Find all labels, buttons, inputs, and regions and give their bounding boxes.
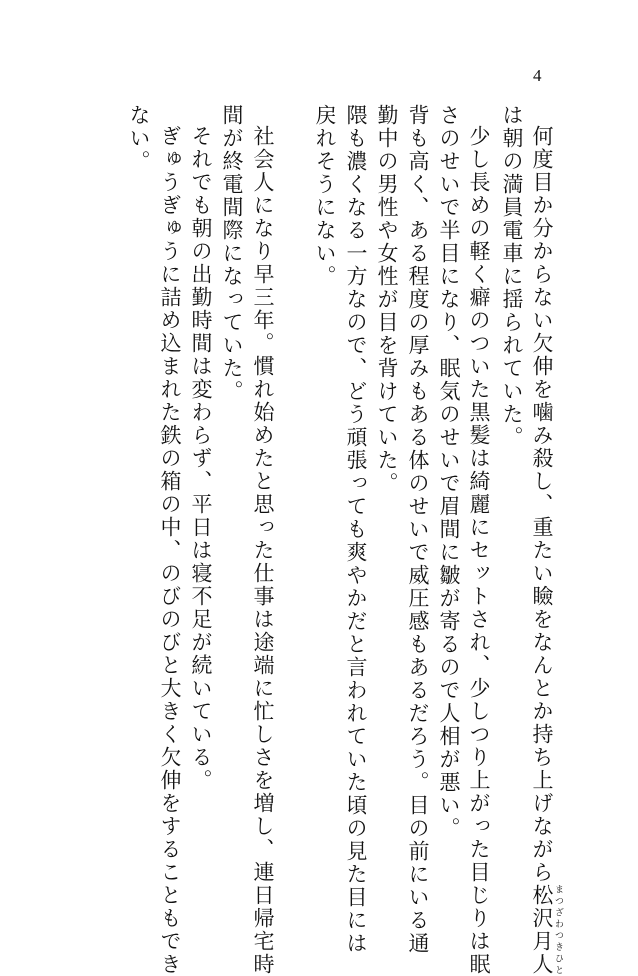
page-number: 4 (533, 66, 542, 85)
text-line-7: 隈も濃くなる一方なので、どう頑張っても爽やかだと言われていた頃の見た目には (344, 104, 368, 955)
text-line-11: それでも朝の出勤時間は変わらず、平日は寝不足が続いている。 (189, 125, 213, 792)
text-line-13: ない。 (127, 104, 151, 173)
text-line-1 (526, 125, 563, 976)
text-line-1-body: 何度目か分からない欠伸を噛み殺し、重たい瞼をなんとか持ち上げながら (530, 125, 554, 884)
character-name-ruby (530, 884, 563, 976)
ruby-base: 松沢月人 (530, 884, 554, 976)
text-line-6: 勤中の男性や女性が目を背けていた。 (375, 104, 399, 495)
text-line-9: 社会人になり早三年。慣れ始めたと思った仕事は途端に忙しさを増し、連日帰宅時 (251, 125, 275, 976)
text-line-5: 背も高く、ある程度の厚みもある体のせいで威圧感もあるだろう。目の前にいる通 (406, 104, 430, 955)
text-line-4: さのせいで半目になり、眠気のせいで眉間に皺が寄るので人相が悪い。 (437, 104, 461, 840)
ruby-reading: まつざわつきひと (553, 884, 563, 976)
text-line-3: 少し長めの軽く癖のついた黒髪は綺麗にセットされ、少しつり上がった目じりは眠 (467, 125, 491, 976)
text-line-8: 戻れそうにない。 (313, 104, 337, 288)
text-line-2: は朝の満員電車に揺られていた。 (500, 104, 524, 449)
text-line-12: ぎゅうぎゅうに詰め込まれた鉄の箱の中、のびのびと大きく欠伸をすることもでき (158, 125, 182, 976)
text-line-10: 間が終電間際になっていた。 (220, 104, 244, 403)
